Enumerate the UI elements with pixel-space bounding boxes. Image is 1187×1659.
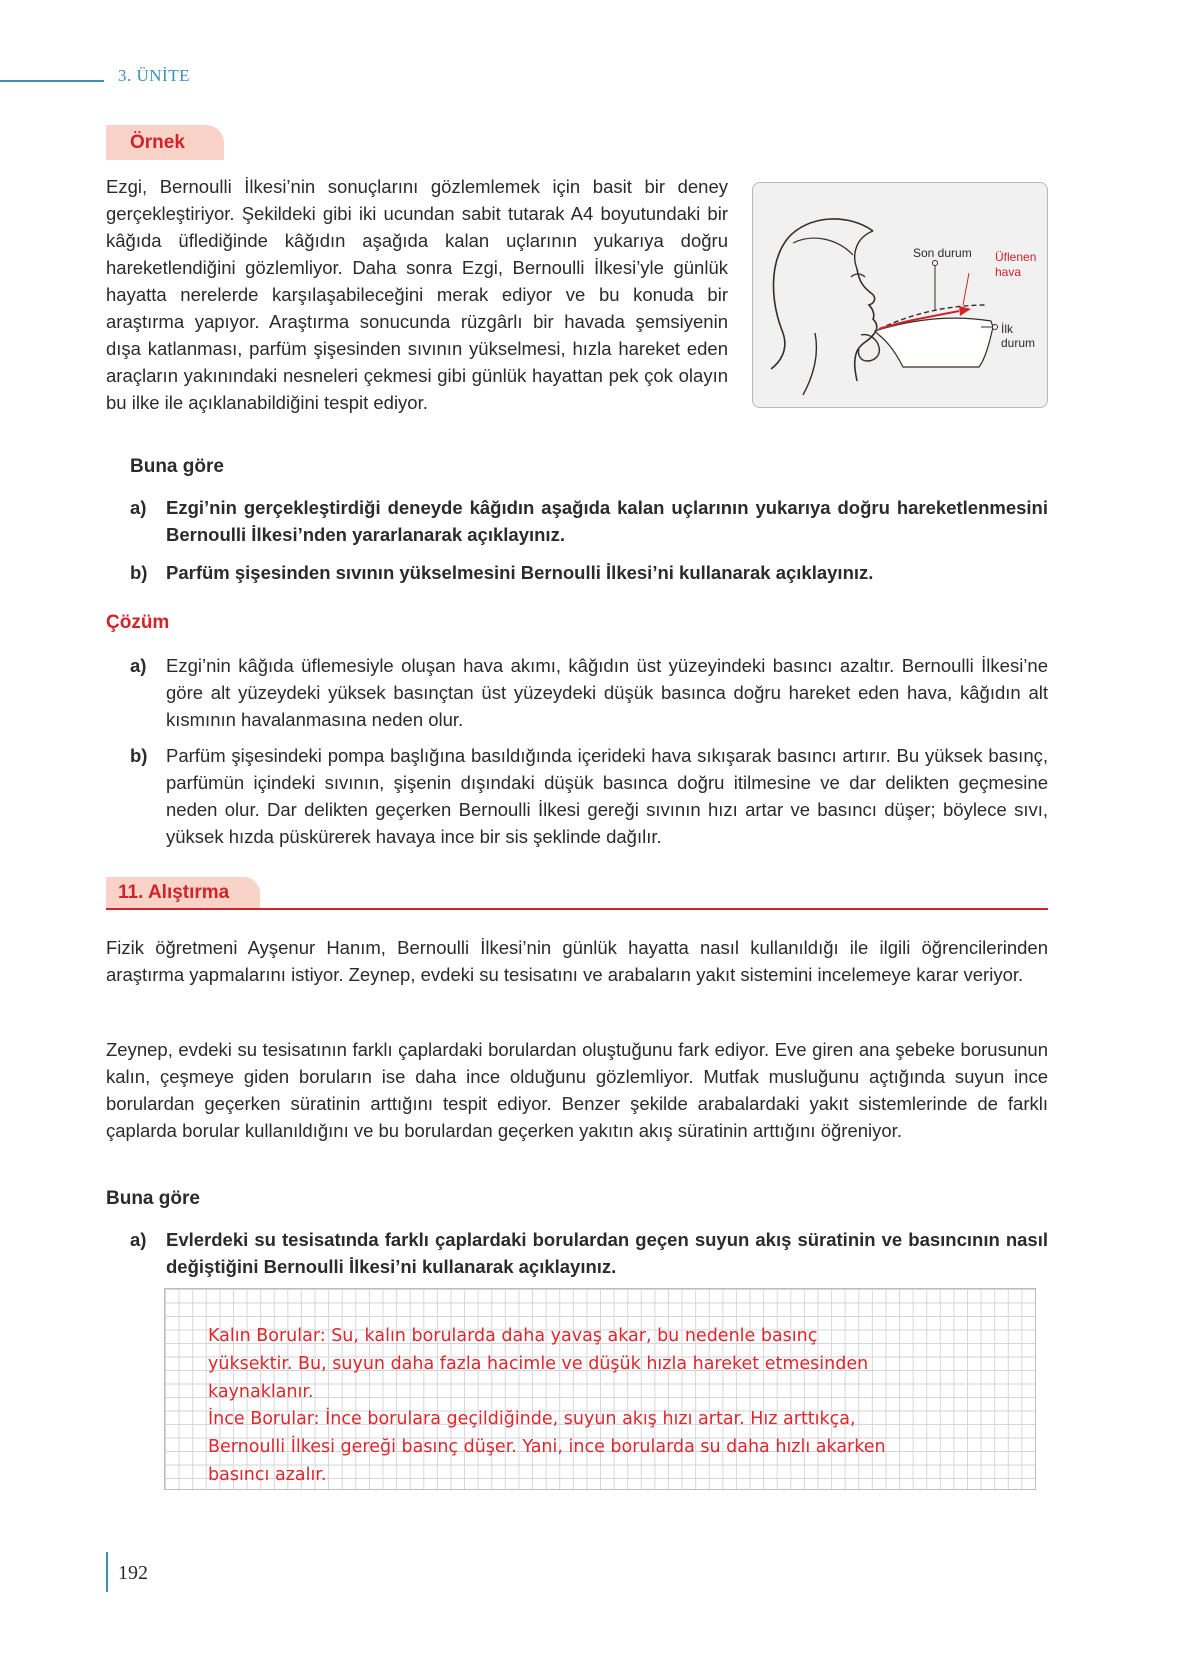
answer-line: yüksektir. Bu, suyun daha fazla hacimle ve düşük hızla hareket etmesinden	[208, 1353, 869, 1374]
solution-title: Çözüm	[106, 612, 170, 633]
girl-blowing-paper-illustration	[753, 183, 1049, 409]
header-rule	[0, 80, 104, 82]
answer-line: kaynaklanır.	[208, 1381, 314, 1402]
answer-text	[208, 1323, 1028, 1490]
example-paragraph: Ezgi, Bernoulli İlkesi’nin sonuçlarını gözlemlemek için basit bir deney gerçekleştiriyor. Şekildeki gibi iki ucundan sabit tutarak A4 boyutundaki bir kâğıda üflediğinde kâğıdın aşağıda kalan uçlarının yukarıya doğru hareketlendiğini gözlemliyor. Daha sonra Ezgi, Bernoulli İlkesi’yle günlük hayatta nerelerde karşılaşabileceğini merak ediyor ve bu konuda bir araştırma yapıyor. Araştırma sonucunda rüzgârlı bir havada şemsiyenin dışa katlanması, parfüm şişesinden sıvının yükselmesi, hızla hareket eden araçların yakınındaki nesneleri çekmesi gibi günlük hayattan pek çok olayın bu ilke ile açıklanabildiğini tespit ediyor.	[106, 176, 728, 413]
unit-label: 3. ÜNİTE	[118, 66, 190, 85]
example-question-b	[130, 559, 1048, 586]
experiment-figure	[752, 182, 1048, 408]
label-hava: hava	[995, 265, 1022, 279]
example-tag: Örnek	[106, 125, 224, 160]
solution-a	[130, 652, 1048, 733]
exercise-rule	[106, 908, 1048, 910]
solution-text: Parfüm şişesindeki pompa başlığına basıldığında içerideki hava sıkışarak basıncı artırır. Bu yüksek basınç, parfümün içindeki sıvının, şişenin dışındaki düşük basınca doğru itilmesine ve dar delikten geçmesine neden olur. Dar delikten geçerken Bernoulli İlkesi gereği sıvının hızı artar ve basıncı düşer; böylece sıvı, yüksek hızda püskürerek havaya ince bir sis şeklinde dağılır.	[166, 745, 1048, 847]
label-son-durum: Son durum	[913, 246, 972, 260]
question-text: Parfüm şişesinden sıvının yükselmesini Bernoulli İlkesi’ni kullanarak açıklayınız.	[166, 562, 874, 583]
question-letter: a)	[130, 497, 147, 518]
example-question-a	[130, 494, 1048, 548]
question-text: Evlerdeki su tesisatında farklı çaplardaki borulardan geçen suyun akış süratinin ve basıncının nasıl değiştiğini Bernoulli İlkesi’ni kullanarak açıklayınız.	[166, 1229, 1048, 1277]
question-letter: a)	[130, 1229, 147, 1250]
page-number: 192	[118, 1562, 148, 1584]
exercise-prompt: Buna göre	[106, 1188, 200, 1209]
question-text: Ezgi’nin gerçekleştirdiği deneyde kâğıdın aşağıda kalan uçlarının yukarıya doğru hareketlenmesini Bernoulli İlkesi’nden yararlanarak açıklayınız.	[166, 497, 1048, 545]
question-letter: b)	[130, 562, 148, 583]
exercise-paragraph-1: Fizik öğretmeni Ayşenur Hanım, Bernoulli İlkesi’nin günlük hayatta nasıl kullanıldığı ile ilgili öğrencilerinden araştırma yapmalarını istiyor. Zeynep, evdeki su tesisatını ve arabaların yakıt sistemini incelemeye karar veriyor.	[106, 937, 1048, 985]
page-number-rule	[106, 1552, 108, 1592]
label-ilk: İlk	[1001, 322, 1013, 336]
exercise-tag: 11. Alıştırma	[106, 877, 260, 909]
example-prompt: Buna göre	[130, 456, 224, 477]
solution-letter: b)	[130, 745, 148, 766]
exercise-question-a	[130, 1226, 1048, 1280]
exercise-paragraph-2: Zeynep, evdeki su tesisatının farklı çaplardaki borulardan oluştuğunu fark ediyor. Eve giren ana şebeke borusunun kalın, çeşmeye giden boruların ise daha ince olduğunu gözlemliyor. Mutfak musluğunu açtığında suyun ince borulardan geçerken süratinin arttığını tespit ediyor. Benzer şekilde arabalardaki yakıt sistemlerinde de farklı çaplarda borular kullanıldığını ve bu borulardan geçerken yakıtın akış süratinin arttığını öğreniyor.	[106, 1039, 1048, 1141]
solution-letter: a)	[130, 655, 147, 676]
solution-b	[130, 742, 1048, 850]
answer-line: Kalın Borular: Su, kalın borularda daha yavaş akar, bu nedenle basınç	[208, 1326, 818, 1346]
answer-line: Bernoulli İlkesi gereği basınç düşer. Yani, ince borularda su daha hızlı akarken	[208, 1437, 886, 1458]
label-durum: durum	[1001, 336, 1036, 350]
answer-line: İnce Borular: İnce borulara geçildiğinde, suyun akış hızı artar. Hız arttıkça,	[208, 1409, 856, 1430]
label-uflenen: Üflenen	[995, 250, 1037, 264]
answer-line: basıncı azalır.	[208, 1464, 327, 1485]
solution-text: Ezgi’nin kâğıda üflemesiyle oluşan hava akımı, kâğıdın üst yüzeyindeki basıncı azaltır. Bernoulli İlkesi’ne göre alt yüzeydeki yüksek basınçtan üst yüzeydeki düşük basınca doğru hareket eden hava, kâğıdın alt kısmının havalanmasına neden olur.	[166, 655, 1048, 730]
